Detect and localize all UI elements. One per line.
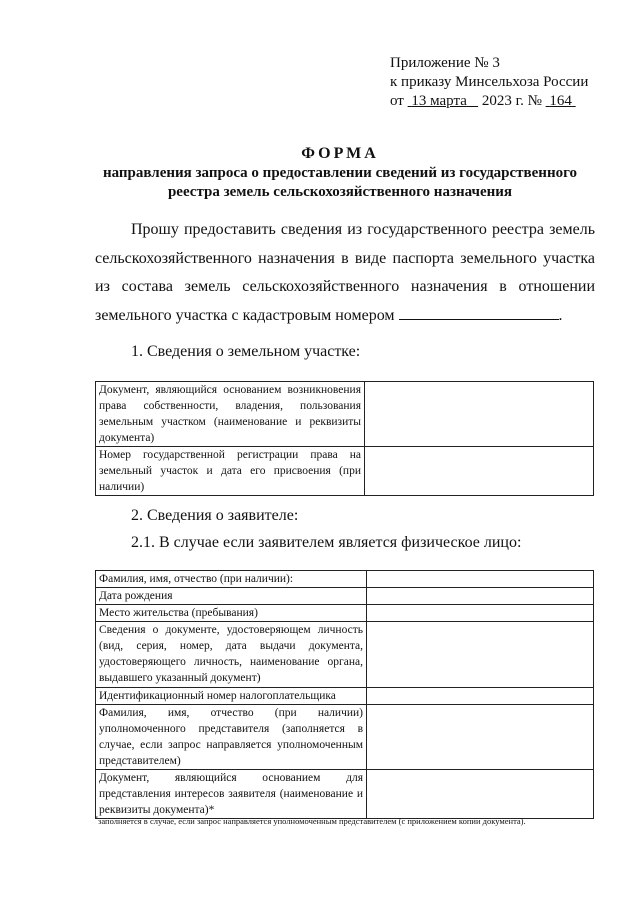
table-row: [96, 688, 594, 705]
annex-reference: [390, 54, 588, 111]
row-label: Идентификационный номер налогоплательщика: [96, 688, 367, 705]
footnote-mark: *: [95, 816, 98, 822]
table-row: [96, 605, 594, 622]
request-paragraph: [95, 216, 595, 330]
request-end-punct: .: [558, 306, 563, 324]
order-number: 164: [549, 93, 572, 109]
section2-1-heading: 2.1. В случае если заявителем является физическое лицо:: [131, 534, 522, 551]
order-date: 13 марта: [411, 93, 467, 109]
land-plot-table: [95, 381, 594, 496]
row-label: Дата рождения: [96, 588, 367, 605]
row-value-field[interactable]: [367, 688, 594, 705]
row-label: Фамилия, имя, отчество (при наличии):: [96, 571, 367, 588]
form-subtitle: [80, 164, 600, 202]
row-value-field[interactable]: [367, 770, 594, 819]
row-label: Фамилия, имя, отчество (при наличии) уполномоченного представителя (заполняется в случае, если запрос направляется уполномоченным представителем): [96, 705, 367, 770]
row-value-field[interactable]: [367, 705, 594, 770]
table-row: [96, 770, 594, 819]
form-heading: ФОРМА: [301, 145, 379, 162]
row-label: Документ, являющийся основанием для представления интересов заявителя (наименование и реквизиты документа)*: [96, 770, 367, 819]
row-label: Номер государственной регистрации права на земельный участок и дата его присвоения (при наличии): [96, 447, 365, 496]
form-subtitle-line1: направления запроса о предоставлении сведений из государственного: [102, 165, 578, 181]
row-value-field[interactable]: [365, 447, 594, 496]
row-value-field[interactable]: [367, 571, 594, 588]
row-value-field[interactable]: [367, 588, 594, 605]
table-row: [96, 571, 594, 588]
table-row: [96, 705, 594, 770]
request-text: Прошу предоставить сведения из государственного реестра земель сельскохозяйственного назначения в виде паспорта земельного участка из состава земель сельскохозяйственного назначения в отношении земельного участка с кадастровым номером: [95, 221, 595, 324]
footnote-text: заполняется в случае, если запрос направляется уполномоченным представителем (с приложением копии документа).: [98, 815, 526, 826]
annex-order-title: к приказу Минсельхоза России: [390, 74, 589, 90]
section1-heading: 1. Сведения о земельном участке:: [131, 343, 361, 360]
section2-heading: 2. Сведения о заявителе:: [131, 507, 299, 524]
order-year: 2023 г. №: [481, 93, 542, 109]
row-label: Сведения о документе, удостоверяющем личность (вид, серия, номер, дата выдачи документа, удостоверяющего личность, наименование органа, выдавшего указанный документ): [96, 622, 367, 688]
row-label: Место жительства (пребывания): [96, 605, 367, 622]
table-row: [96, 447, 594, 496]
footnote: [95, 813, 594, 828]
applicant-table: [95, 570, 594, 819]
annex-order-details: [390, 92, 588, 111]
row-value-field[interactable]: [367, 622, 594, 688]
cadastral-number-field[interactable]: [399, 305, 559, 320]
row-value-field[interactable]: [365, 382, 594, 447]
form-subtitle-line2: реестра земель сельскохозяйственного назначения: [167, 184, 513, 200]
table-row: [96, 382, 594, 447]
table-row: [96, 622, 594, 688]
table-row: [96, 588, 594, 605]
row-value-field[interactable]: [367, 605, 594, 622]
order-prefix: от: [390, 93, 404, 109]
annex-number: Приложение № 3: [390, 55, 500, 71]
row-label: Документ, являющийся основанием возникновения права собственности, владения, пользования земельным участком (наименование и реквизиты документа): [96, 382, 365, 447]
